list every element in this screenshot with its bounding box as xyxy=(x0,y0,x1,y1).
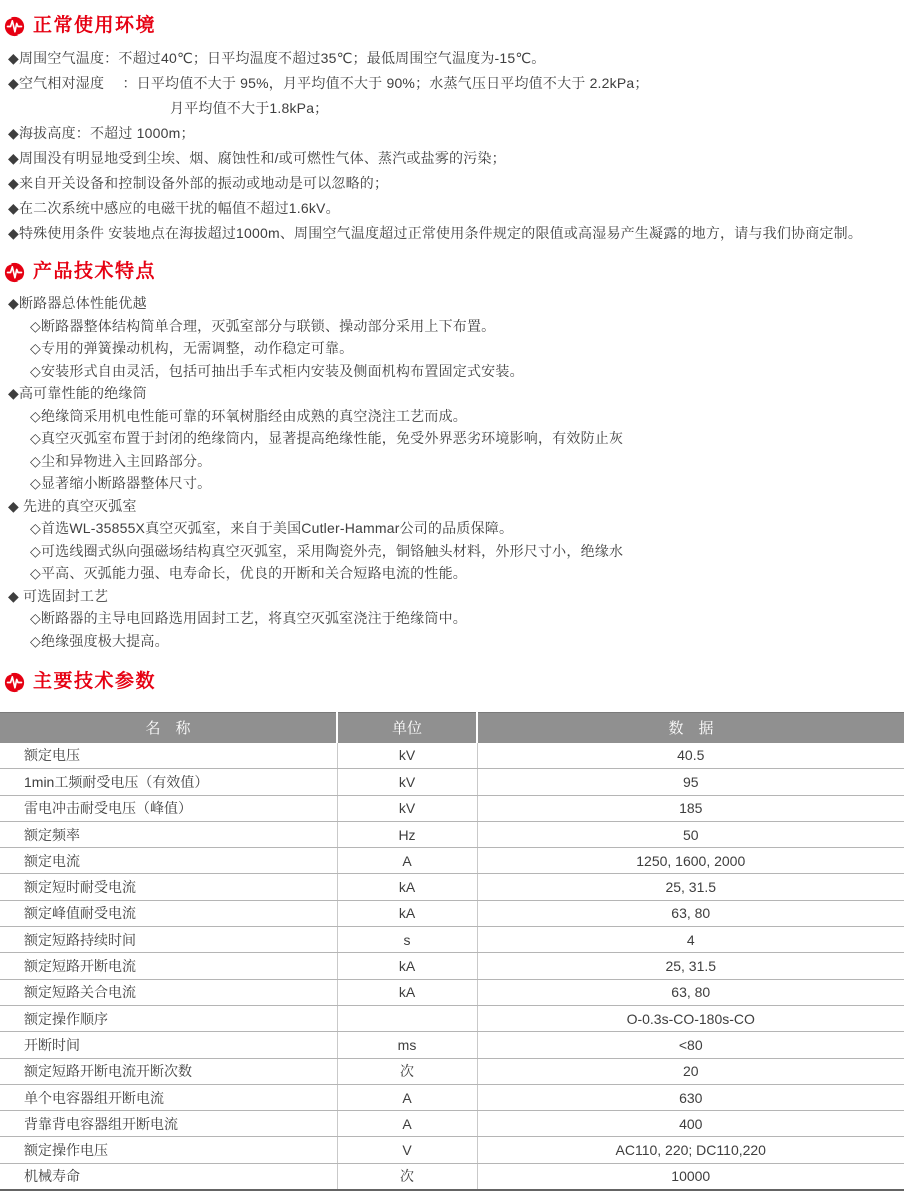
environment-conditions-list xyxy=(0,46,904,246)
parameter-name-cell: 额定短路开断电流开断次数 xyxy=(0,1058,337,1084)
parameter-name-cell: 机械寿命 xyxy=(24,1168,80,1185)
parameter-value-cell: 95 xyxy=(477,769,904,795)
table-row xyxy=(0,1084,904,1110)
parameter-unit-cell: 次 xyxy=(337,1058,477,1084)
parameter-unit-cell: kA xyxy=(337,900,477,926)
parameter-name-cell: 额定短路持续时间 xyxy=(0,927,337,953)
parameter-unit-cell: ms xyxy=(337,1032,477,1058)
parameter-value-cell: 63, 80 xyxy=(477,900,904,926)
parameter-name-cell: 雷电冲击耐受电压（峰值） xyxy=(0,795,337,821)
product-feature-line: ◇专用的弹簧操动机构，无需调整，动作稳定可靠。 xyxy=(30,340,354,356)
product-feature-line: ◇首选WL-35855X真空灭弧室，来自于美国Cutler-Hammar公司的品质保障。 xyxy=(30,520,514,536)
parameter-unit-cell: Hz xyxy=(337,821,477,847)
section-header-parameters xyxy=(0,670,904,694)
parameter-unit-cell: A xyxy=(337,848,477,874)
parameter-name-cell: 1min工频耐受电压（有效值） xyxy=(0,769,337,795)
table-row xyxy=(0,769,904,795)
pulse-heartbeat-icon xyxy=(4,262,25,283)
product-feature-line: ◇断路器整体结构简单合理，灭弧室部分与联锁、操动部分采用上下布置。 xyxy=(30,317,496,334)
parameter-value-cell: 40.5 xyxy=(477,743,904,769)
product-feature-line: ◆ 先进的真空灭弧室 xyxy=(8,497,137,514)
product-feature-line: ◇绝缘强度极大提高。 xyxy=(30,632,169,649)
parameter-unit-cell: 次 xyxy=(337,1163,477,1189)
parameter-value-cell: 20 xyxy=(477,1058,904,1084)
table-row xyxy=(0,900,904,926)
parameter-value-cell: 400 xyxy=(477,1111,904,1137)
technical-parameters-table xyxy=(0,712,904,1191)
product-feature-line: ◇断路器的主导电回路选用固封工艺，将真空灭弧室浇注于绝缘筒中。 xyxy=(30,610,467,626)
parameter-name-cell: 额定短路关合电流 xyxy=(0,979,337,1005)
column-header-data: 数 据 xyxy=(477,713,904,743)
table-row xyxy=(0,1111,904,1137)
parameter-name-cell: 额定操作电压 xyxy=(0,1137,337,1163)
column-header-name: 名 称 xyxy=(0,713,337,743)
parameter-unit-cell: kV xyxy=(337,769,477,795)
parameter-unit-cell: V xyxy=(337,1137,477,1163)
parameter-unit-cell: kA xyxy=(337,874,477,900)
table-header-row xyxy=(0,713,904,743)
table-row xyxy=(0,927,904,953)
table-row xyxy=(0,874,904,900)
parameter-name-cell: 背靠背电容器组开断电流 xyxy=(0,1111,337,1137)
parameter-value-cell: <80 xyxy=(477,1032,904,1058)
table-row xyxy=(0,743,904,769)
table-row xyxy=(0,1032,904,1058)
pulse-heartbeat-icon xyxy=(4,672,25,693)
product-feature-line: ◇平高、灭弧能力强、电寿命长，优良的开断和关合短路电流的性能。 xyxy=(30,565,467,581)
parameter-value-cell: O-0.3s-CO-180s-CO xyxy=(477,1005,904,1031)
parameter-value-cell: 63, 80 xyxy=(477,979,904,1005)
parameter-unit-cell: s xyxy=(337,927,477,953)
section-title-features: 产品技术特点 xyxy=(33,261,157,282)
parameter-value-cell: 50 xyxy=(477,821,904,847)
product-feature-line: ◇尘和异物进入主回路部分。 xyxy=(30,452,212,469)
parameter-name-cell: 额定短时耐受电流 xyxy=(0,874,337,900)
parameter-unit-cell: kA xyxy=(337,953,477,979)
product-features-list xyxy=(0,292,904,652)
table-row xyxy=(0,848,904,874)
parameter-value-cell: 185 xyxy=(477,795,904,821)
parameter-name-cell: 单个电容器组开断电流 xyxy=(0,1084,337,1110)
parameter-value-cell: 4 xyxy=(477,927,904,953)
parameter-unit-cell: kV xyxy=(337,743,477,769)
environment-condition-line: ◆在二次系统中感应的电磁干扰的幅值不超过1.6kV。 xyxy=(8,200,340,216)
table-row xyxy=(0,979,904,1005)
product-feature-line: ◇安装形式自由灵活，包括可抽出手车式柜内安装及侧面机构布置固定式安装。 xyxy=(30,362,524,379)
product-feature-line: ◇绝缘筒采用机电性能可靠的环氧树脂经由成熟的真空浇注工艺而成。 xyxy=(30,407,467,424)
parameter-value-cell: 630 xyxy=(477,1084,904,1110)
environment-condition-line: ◆周围没有明显地受到尘埃、烟、腐蚀性和/或可燃性气体、蒸汽或盐雾的污染； xyxy=(8,150,506,166)
product-feature-line: ◇真空灭弧室布置于封闭的绝缘筒内，显著提高绝缘性能，免受外界恶劣环境影响，有效防止灰 xyxy=(30,430,624,446)
environment-condition-line: ◆海拔高度：不超过 1000m； xyxy=(8,125,195,141)
parameter-name-cell: 额定操作顺序 xyxy=(0,1005,337,1031)
table-row xyxy=(0,953,904,979)
product-feature-line: ◇可选线圈式纵向强磁场结构真空灭弧室，采用陶瓷外壳，铜铬触头材料，外形尺寸小，绝缘水 xyxy=(30,542,624,559)
column-header-unit: 单位 xyxy=(337,713,477,743)
section-header-environment xyxy=(0,14,904,38)
parameter-name-cell: 额定电压 xyxy=(0,743,337,769)
parameter-name-cell: 额定频率 xyxy=(0,821,337,847)
product-feature-line: ◇显著缩小断路器整体尺寸。 xyxy=(30,475,212,491)
pulse-heartbeat-icon xyxy=(4,16,25,37)
environment-condition-line: ◆空气相对湿度 ：日平均值不大于 95%，月平均值不大于 90%；水蒸气压日平均值不大于 2.2kPa； xyxy=(8,75,649,91)
parameter-unit-cell: A xyxy=(337,1084,477,1110)
product-feature-line: ◆ 可选固封工艺 xyxy=(8,587,109,604)
environment-condition-line: 月平均值不大于1.8kPa； xyxy=(170,100,329,116)
product-feature-line: ◆断路器总体性能优越 xyxy=(8,295,147,311)
parameter-name-cell: 额定短路开断电流 xyxy=(0,953,337,979)
product-feature-line: ◆高可靠性能的绝缘筒 xyxy=(8,385,147,401)
parameter-name-cell: 开断时间 xyxy=(0,1032,337,1058)
parameter-unit-cell: A xyxy=(337,1111,477,1137)
parameter-value-cell: 25, 31.5 xyxy=(477,874,904,900)
parameter-value-cell: 10000 xyxy=(477,1163,904,1189)
table-row xyxy=(0,1163,904,1189)
table-row xyxy=(0,821,904,847)
parameter-name-cell: 额定电流 xyxy=(0,848,337,874)
parameter-value-cell: 1250, 1600, 2000 xyxy=(477,848,904,874)
parameter-name-cell: 额定峰值耐受电流 xyxy=(0,900,337,926)
environment-condition-line: ◆特殊使用条件 安装地点在海拔超过1000m、周围空气温度超过正常使用条件规定的限值或高湿易产生凝露的地方，请与我们协商定制。 xyxy=(8,225,863,241)
parameter-unit-cell xyxy=(337,1005,477,1031)
section-title-environment: 正常使用环境 xyxy=(33,15,157,36)
table-row xyxy=(0,1058,904,1084)
environment-condition-line: ◆周围空气温度：不超过40℃；日平均温度不超过35℃；最低周围空气温度为-15℃。 xyxy=(8,50,546,66)
parameter-unit-cell: kV xyxy=(337,795,477,821)
parameter-unit-cell: kA xyxy=(337,979,477,1005)
section-title-parameters: 主要技术参数 xyxy=(33,671,157,692)
environment-condition-line: ◆来自开关设备和控制设备外部的振动或地动是可以忽略的； xyxy=(8,175,389,191)
table-row xyxy=(0,1137,904,1163)
parameter-value-cell: 25, 31.5 xyxy=(477,953,904,979)
section-header-features xyxy=(0,260,904,284)
table-row xyxy=(0,795,904,821)
table-row xyxy=(0,1005,904,1031)
table-body xyxy=(0,743,904,1190)
parameter-value-cell: AC110, 220; DC110,220 xyxy=(477,1137,904,1163)
